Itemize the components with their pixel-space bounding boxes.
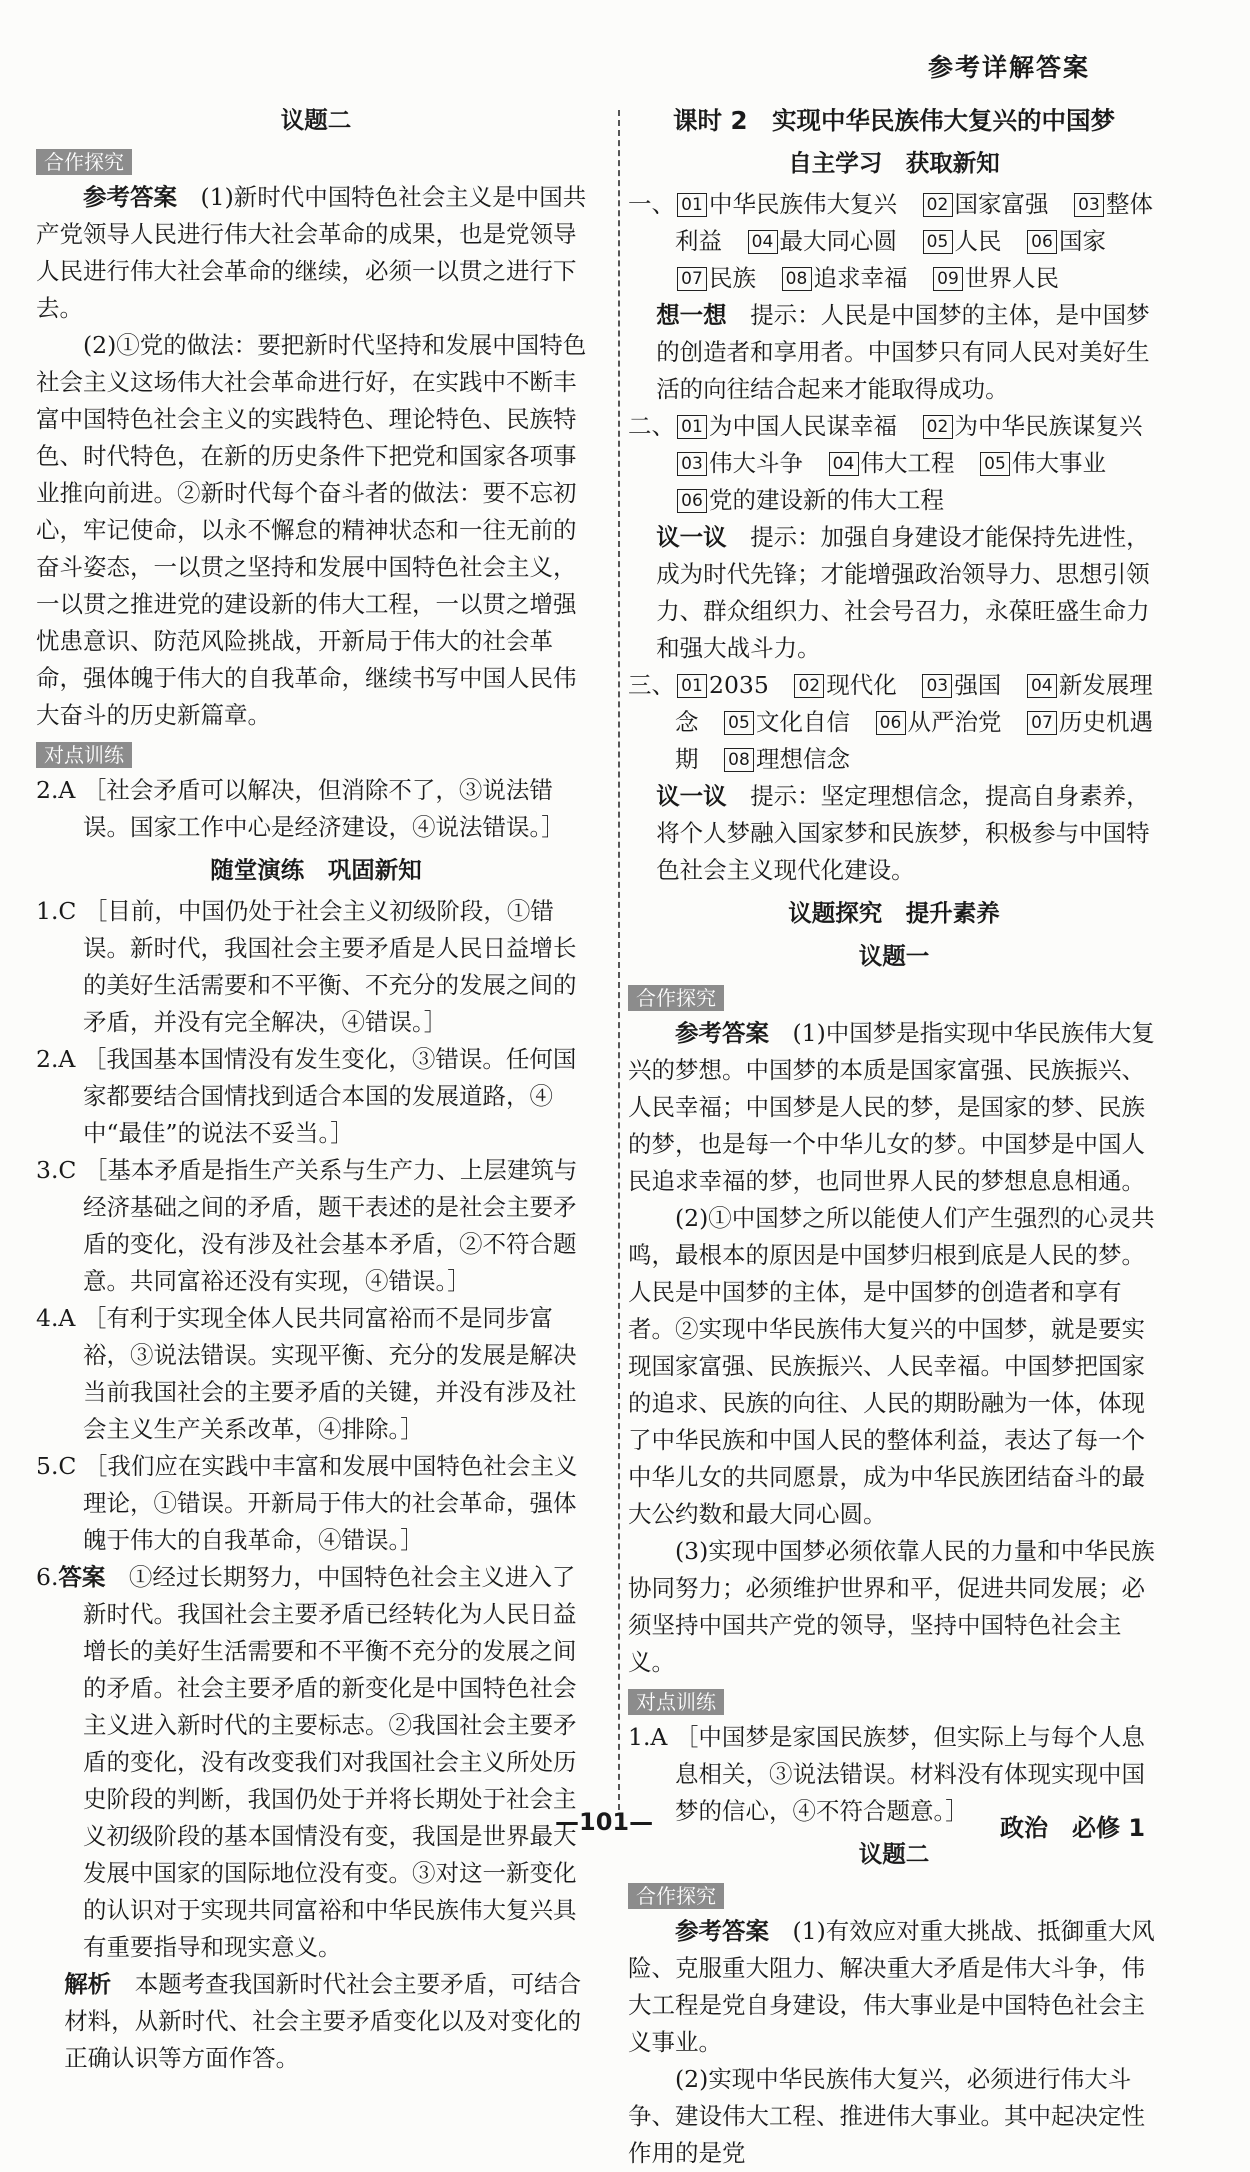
section-2: 二、 01 为中国人民谋幸福 02 为中华民族谋复兴 03 伟大斗争 04 伟大工程 05 伟大事业 06 党的建设新的伟大工程	[628, 412, 1143, 514]
coop-answer-1: 参考答案 (1)新时代中国特色社会主义是中国共产党领导人民进行伟大社会革命的成果，也是党领导人民进行伟大社会革命的继续，必须一以贯之进行下去。	[36, 183, 587, 322]
topic2-answer-1: 参考答案 (1)有效应对重大挑战、抵御重大风险、克服重大阻力、解决重大矛盾是伟大斗争，伟大工程是党自身建设，伟大事业是中国特色社会主义事业。	[628, 1917, 1155, 2056]
practice-item: 3.C ［基本矛盾是指生产关系与生产力、上层建筑与经济基础之间的矛盾，题干表述的是社会主要矛盾的变化，没有涉及社会基本矛盾，②不符合题意。共同富裕还没有实现，④错误。］	[36, 1156, 578, 1295]
topic2-answer-2: (2)实现中华民族伟大复兴，必须进行伟大斗争、建设伟大工程、推进伟大事业。其中起决定性作用的是党	[628, 2065, 1145, 2167]
topic1-answer-2: (2)①中国梦之所以能使人们产生强烈的心灵共鸣，最根本的原因是中国梦归根到底是人民的梦。人民是中国梦的主体，是中国梦的创造者和享有者。②实现中华民族伟大复兴的中国梦，就是要实现国家富强、民族振兴、人民幸福。中国梦把国家的追求、民族的向往、人民的期盼融为一体，体现了中华民族和中国人民的整体利益，表达了每一个中华儿女的共同愿景，成为中华民族团结奋斗的最大公约数和最大同心圆。	[628, 1204, 1155, 1528]
coop-tag: 合作探究	[628, 1883, 724, 1909]
section-1: 一、 01 中华民族伟大复兴 02 国家富强 03 整体利益 04 最大同心圆 05 人民 06 国家 07 民族 08 追求幸福 09 世界人民	[628, 190, 1153, 292]
train-tag: 对点训练	[36, 742, 132, 768]
self-study-title: 自主学习 获取新知	[788, 149, 1000, 177]
coop-answer-2: (2)①党的做法：要把新时代坚持和发展中国特色社会主义这场伟大社会革命进行好，在实践中不断丰富中国特色社会主义的实践特色、理论特色、民族特色、时代特色，在新的历史条件下把党和国家各项事业推向前进。②新时代每个奋斗者的做法：要不忘初心，牢记使命，以永不懈怠的精神状态和一往无前的奋斗姿态，一以贯之坚持和发展中国特色社会主义，一以贯之推进党的建设新的伟大工程，一以贯之增强忧患意识、防范风险挑战，开新局于伟大的社会革命，强体魄于伟大的自我革命，继续书写中国人民伟大奋斗的历史新篇章。	[36, 331, 587, 729]
topic2-title: 议题二	[280, 106, 352, 134]
practice-item: 1.C ［目前，中国仍处于社会主义初级阶段，①错误。新时代，我国社会主要矛盾是人民日益增长的美好生活需要和不平衡、不充分的发展之间的矛盾，并没有完全解决，④错误。］	[36, 897, 577, 1036]
explore-title: 议题探究 提升素养	[788, 899, 1000, 927]
header-title: 参考详解答案	[927, 53, 1090, 82]
topic1-title: 议题一	[858, 942, 930, 970]
coop-tag: 合作探究	[628, 985, 724, 1011]
train-item: 1.A ［中国梦是家国民族梦，但实际上与每个人息息相关，③说法错误。材料没有体现实现中国梦的信心，④不符合题意。］	[628, 1723, 1145, 1825]
book-label: 政治 必修 1	[1000, 1814, 1146, 1842]
train-item: 2.A ［社会矛盾可以解决，但消除不了，③说法错误。国家工作中心是经济建设，④说法错误。］	[36, 776, 565, 841]
left-column	[36, 96, 596, 2077]
topic2-title: 议题二	[858, 1840, 930, 1868]
practice-item: 4.A ［有利于实现全体人民共同富裕而不是同步富裕，③说法错误。实现平衡、充分的发展是解决当前我国社会的主要矛盾的关键，并没有涉及社会主义生产关系改革，④排除。］	[36, 1304, 577, 1443]
train-tag: 对点训练	[628, 1689, 724, 1715]
practice-item: 5.C ［我们应在实践中丰富和发展中国特色社会主义理论，①错误。开新局于伟大的社会革命，强体魄于伟大的自我革命，④错误。］	[36, 1452, 578, 1554]
practice-item: 2.A ［我国基本国情没有发生变化，③错误。任何国家都要结合国情找到适合本国的发展道路，④中“最佳”的说法不妥当。］	[36, 1045, 577, 1147]
q6-answer: 6.答案 ①经过长期努力，中国特色社会主义进入了新时代。我国社会主要矛盾已经转化为人民日益增长的美好生活需要和不平衡不充分的发展之间的矛盾。社会主要矛盾的新变化是中国特色社会主义进入新时代的主要标志。②我国社会主要矛盾的变化，没有改变我们对我国社会主义所处历史阶段的判断，我国仍处于并将长期处于社会主义初级阶段的基本国情没有变，我国是世界最大发展中国家的国际地位没有变。③对这一新变化的认识对于实现共同富裕和中华民族伟大复兴具有重要指导和现实意义。	[36, 1563, 577, 1961]
practice-title: 随堂演练 巩固新知	[210, 856, 422, 884]
page-number: —101—	[555, 1808, 654, 1836]
section-3: 三、 01 2035 02 现代化 03 强国 04 新发展理念 05 文化自信 06 从严治党 07 历史机遇期 08 理想信念	[628, 671, 1153, 773]
think-prompt: 想一想 提示：人民是中国梦的主体，是中国梦的创造者和享用者。中国梦只有同人民对美好生活的向往结合起来才能取得成功。	[656, 301, 1150, 403]
ref-label: 参考答案	[83, 183, 177, 211]
topic1-answer-1: 参考答案 (1)中国梦是指实现中华民族伟大复兴的梦想。中国梦的本质是国家富强、民族振兴、人民幸福；中国梦是人民的梦，是国家的梦、民族的梦，也是每一个中华儿女的梦。中国梦是中国人民追求幸福的梦，也同世界人民的梦想息息相通。	[628, 1019, 1155, 1195]
column-divider	[618, 110, 620, 1810]
right-column	[628, 96, 1160, 2172]
topic1-answer-3: (3)实现中国梦必须依靠人民的力量和中华民族协同努力；必须维护世界和平，促进共同发展；必须坚持中国共产党的领导，坚持中国特色社会主义。	[628, 1537, 1155, 1676]
lesson-title: 课时 2 实现中华民族伟大复兴的中国梦	[672, 106, 1116, 135]
discuss-prompt: 议一议 提示：加强自身建设才能保持先进性，成为时代先锋；才能增强政治领导力、思想引领力、群众组织力、社会号召力，永葆旺盛生命力和强大战斗力。	[656, 523, 1150, 662]
q6-analysis: 解析 本题考查我国新时代社会主要矛盾，可结合材料，从新时代、社会主要矛盾变化以及对变化的正确认识等方面作答。	[64, 1970, 582, 2072]
coop-tag: 合作探究	[36, 149, 132, 175]
discuss-prompt-2: 议一议 提示：坚定理想信念，提高自身素养，将个人梦融入国家梦和民族梦，积极参与中国特色社会主义现代化建设。	[656, 782, 1150, 884]
